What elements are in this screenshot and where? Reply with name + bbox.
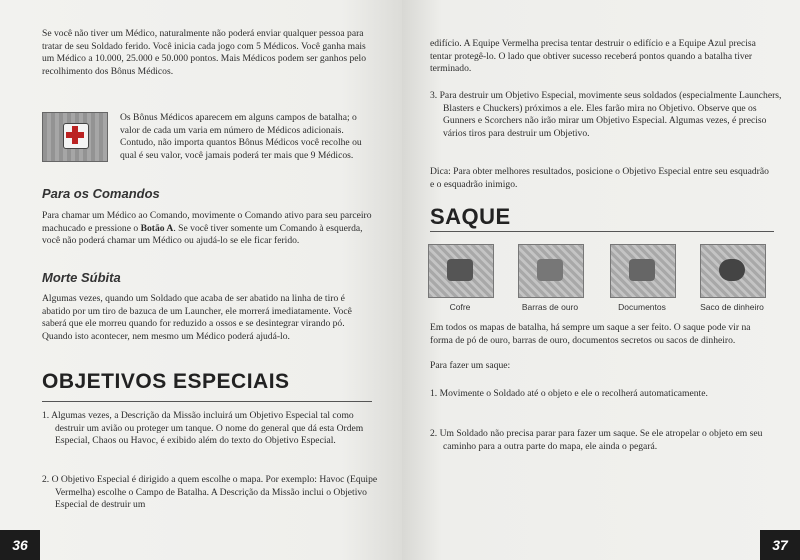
caption-documentos: Documentos bbox=[618, 302, 666, 312]
objetivo-continuation: edifício. A Equipe Vermelha precisa tentar destruir o edifício e a Equipe Azul precisa tentar protegê-lo. O lado que obtiver sucesso receberá pontos quando a batalha tiver terminado. bbox=[430, 38, 756, 75]
objetivo-item-1: 1. Algumas vezes, a Descrição da Missão incluirá um Objetivo Especial tal como destruir um avião ou proteger um tanque. O nome do general que dá esta Ordem Especial, Chaos ou Havoc, é exibido além do texto do Objetivo Especial. bbox=[42, 410, 364, 447]
heading-para-os-comandos: Para os Comandos bbox=[42, 186, 160, 201]
saco-de-dinheiro-image bbox=[700, 244, 766, 298]
comandos-text-end: . Se você tiver somente um Comando à esquerda, você não poderá chamar um Médico ou ajudá-lo se ele ficar ferido. bbox=[42, 222, 363, 247]
saque-paragraph: Em todos os mapas de batalha, há sempre um saque a ser feito. O saque pode vir na forma de pó de ouro, barras de ouro, documentos secretos ou sacos de dinheiro. bbox=[430, 322, 751, 346]
medic-bonus-icon bbox=[42, 112, 108, 162]
morte-subita-paragraph: Algumas vezes, quando um Soldado que acaba de ser abatido na linha de tiro é abatido por um tiro de bazuca de um Launcher, ele morrerá imediatamente. Você saberá que ele morreu quando for reduzido a ossos e se desintegrar virando pó. Quando isto acontecer, nem mesmo um Médico poderá ajudá-lo. bbox=[42, 293, 352, 342]
saque-step-1: 1. Movimente o Soldado até o objeto e ele o recolherá automaticamente. bbox=[430, 388, 708, 399]
comandos-paragraph bbox=[42, 210, 372, 248]
cofre-image bbox=[428, 244, 494, 298]
section-divider bbox=[42, 401, 372, 402]
heading-saque: SAQUE bbox=[430, 204, 511, 229]
caption-saco-de-dinheiro: Saco de dinheiro bbox=[700, 302, 764, 312]
page-number-left: 36 bbox=[0, 530, 40, 560]
barras-de-ouro-image bbox=[518, 244, 584, 298]
right-page bbox=[402, 0, 800, 560]
objetivo-item-3: 3. Para destruir um Objetivo Especial, movimente seus soldados (especialmente Launchers, Blasters e Chuckers) próximos a ele. Eles farão mira no Objetivo. Observe que os Gunners e Scorchers não irão mirar um Objetivo Especial. Algumas vezes, é preciso vários tiros para destruir um Objetivo. bbox=[430, 90, 782, 139]
saque-step-2: 2. Um Soldado não precisa parar para fazer um saque. Se ele atropelar o objeto em seu caminho para a outra parte do mapa, ele ainda o pegará. bbox=[430, 428, 763, 452]
saque-prompt: Para fazer um saque: bbox=[430, 360, 511, 371]
caption-barras-de-ouro: Barras de ouro bbox=[521, 302, 579, 312]
saque-divider bbox=[430, 231, 774, 232]
objetivo-item-2: 2. O Objetivo Especial é dirigido a quem escolhe o mapa. Por exemplo: Havoc (Equipe Vermelha) escolhe o Campo de Batalha. A Descrição da Missão inclui o Objetivo Especial de destruir um bbox=[42, 474, 378, 511]
page-number-right: 37 bbox=[760, 530, 800, 560]
documentos-image bbox=[610, 244, 676, 298]
heading-objetivos-especiais: OBJETIVOS ESPECIAIS bbox=[42, 370, 290, 393]
medic-intro-paragraph: Se você não tiver um Médico, naturalmente não poderá enviar qualquer pessoa para tratar de seu Soldado ferido. Você inicia cada jogo com 5 Médicos. Você ganha mais um Médico a 10.000, 25.000 e 50.000 pontos. Mais Médicos podem ser ganhos pelo recolhimento dos Bônus Médicos. bbox=[42, 28, 367, 77]
caption-cofre: Cofre bbox=[449, 302, 471, 312]
comandos-text-start: Para chamar um Médico ao Comando, movimente o Comando ativo para seu parceiro machucado e pressione o bbox=[42, 210, 372, 234]
heading-morte-subita: Morte Súbita bbox=[42, 270, 121, 285]
botao-a-label: Botão A bbox=[140, 222, 174, 234]
dica-paragraph: Dica: Para obter melhores resultados, posicione o Objetivo Especial entre seu esquadrão e o esquadrão inimigo. bbox=[430, 166, 769, 190]
medic-bonus-paragraph: Os Bônus Médicos aparecem em alguns campos de batalha; o valor de cada um varia em número de Médicos adicionais. Contudo, não importa quantos Bônus Médicos você recolhe ou qual é seu valor, você jamais poderá ter mais que 9 Médicos. bbox=[120, 112, 362, 161]
